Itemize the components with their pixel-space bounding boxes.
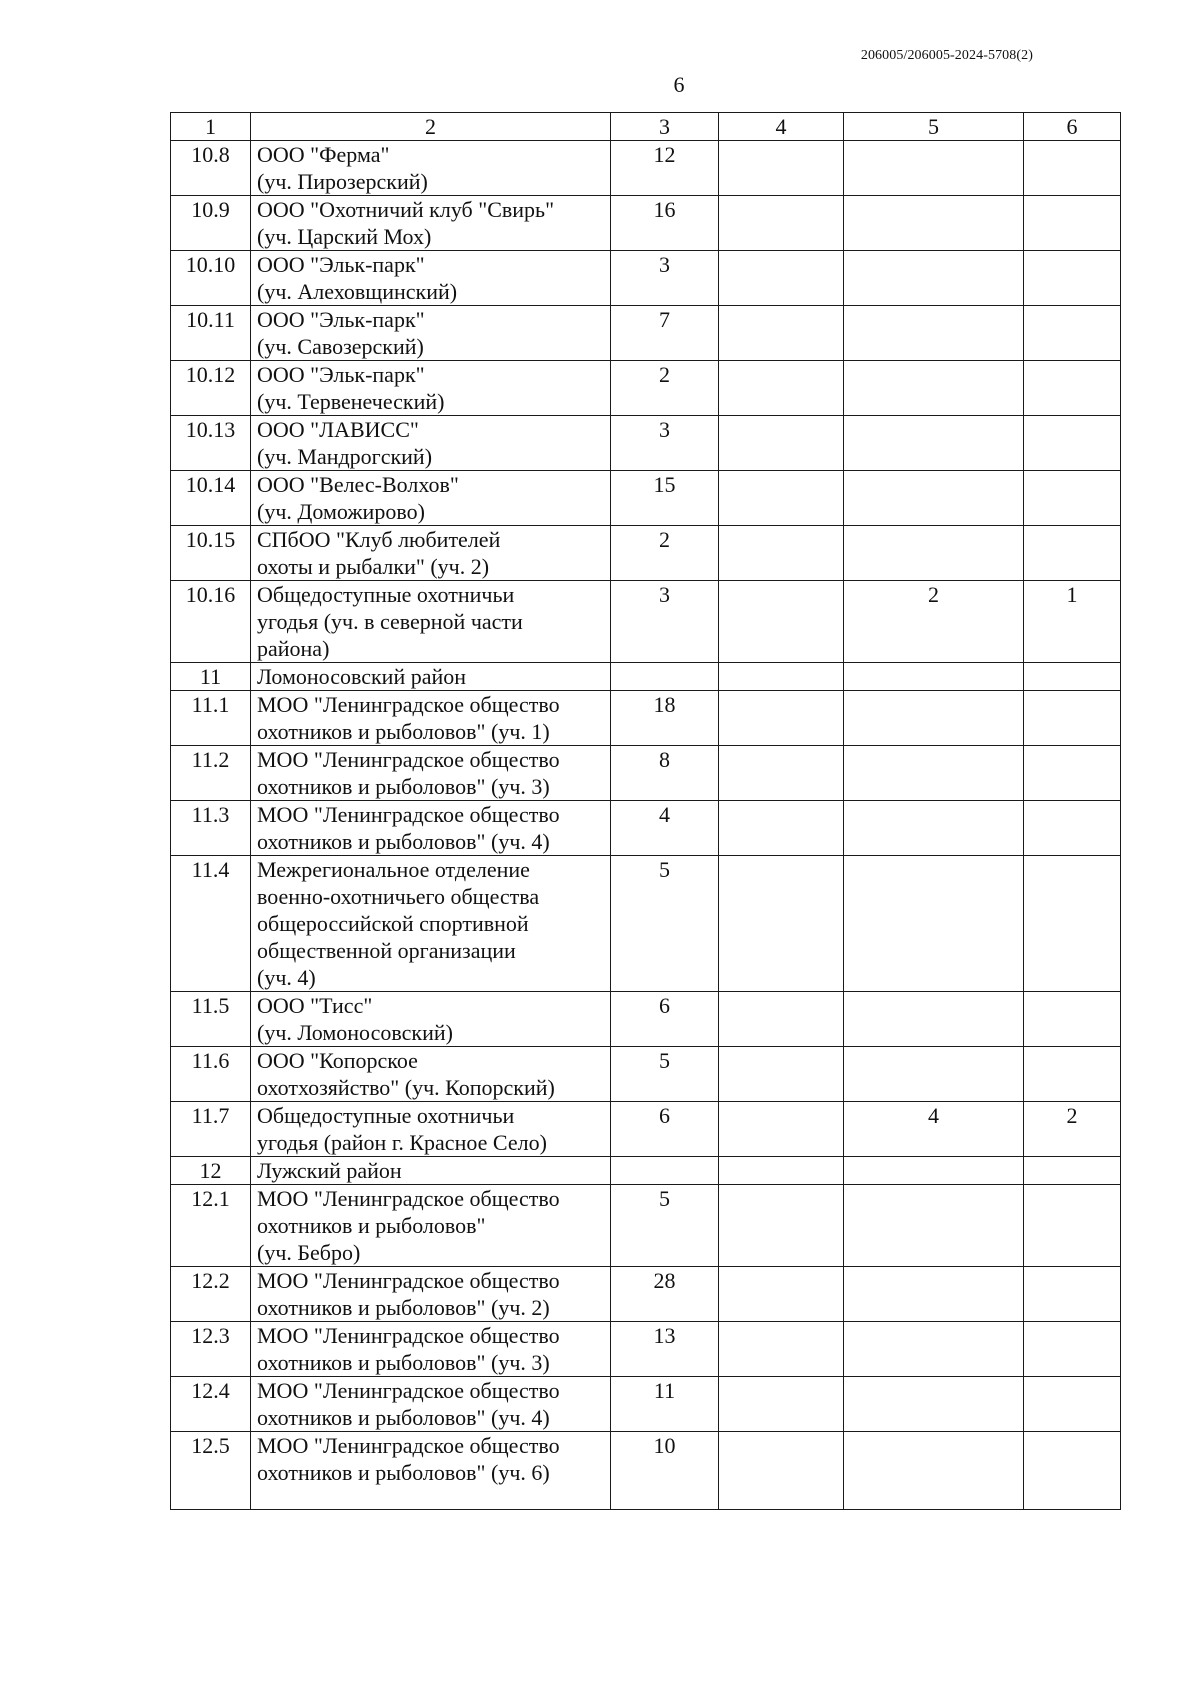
organization-line: ООО "Ферма" <box>257 142 390 167</box>
row-number-cell: 10.16 <box>171 581 251 663</box>
column-6-cell <box>1024 856 1121 992</box>
column-3-cell: 13 <box>611 1322 719 1377</box>
organization-cell <box>251 1432 611 1510</box>
table-row <box>171 1377 1121 1432</box>
column-4-cell <box>719 1322 844 1377</box>
organization-line: Межрегиональное отделение <box>257 857 530 882</box>
column-3-cell: 28 <box>611 1267 719 1322</box>
column-4-cell <box>719 1102 844 1157</box>
organization-cell <box>251 1047 611 1102</box>
column-3-cell: 5 <box>611 1185 719 1267</box>
column-6-cell <box>1024 801 1121 856</box>
column-6-cell <box>1024 663 1121 691</box>
row-number-cell: 10.14 <box>171 471 251 526</box>
table-row <box>171 306 1121 361</box>
organization-cell <box>251 361 611 416</box>
column-3-cell: 18 <box>611 691 719 746</box>
column-3-cell: 11 <box>611 1377 719 1432</box>
table-row <box>171 416 1121 471</box>
column-6-cell <box>1024 251 1121 306</box>
organization-cell <box>251 196 611 251</box>
organization-line: МОО "Ленинградское общество <box>257 1433 560 1458</box>
column-6-cell <box>1024 1157 1121 1185</box>
organization-line: Общедоступные охотничьи <box>257 1103 515 1128</box>
column-5-cell <box>844 1267 1024 1322</box>
column-5-cell: 4 <box>844 1102 1024 1157</box>
column-3-cell: 3 <box>611 581 719 663</box>
row-number-cell: 12.1 <box>171 1185 251 1267</box>
organization-line: ООО "Охотничий клуб "Свирь" <box>257 197 555 222</box>
column-5-cell <box>844 1377 1024 1432</box>
table-row <box>171 856 1121 992</box>
organization-line: (уч. Савозерский) <box>257 334 424 359</box>
organization-cell <box>251 992 611 1047</box>
row-number-cell: 10.15 <box>171 526 251 581</box>
table-row <box>171 141 1121 196</box>
column-3-cell: 2 <box>611 526 719 581</box>
column-3-cell: 8 <box>611 746 719 801</box>
column-4-cell <box>719 1267 844 1322</box>
organization-cell <box>251 746 611 801</box>
organization-line: ООО "Копорское <box>257 1048 418 1073</box>
column-3-cell: 5 <box>611 856 719 992</box>
organization-line: (уч. Ломоносовский) <box>257 1020 453 1045</box>
organization-cell <box>251 1185 611 1267</box>
table-row <box>171 1432 1121 1510</box>
column-4-cell <box>719 856 844 992</box>
table-row <box>171 992 1121 1047</box>
column-6-cell <box>1024 361 1121 416</box>
organization-line: охотников и рыболовов" (уч. 3) <box>257 774 550 799</box>
row-number-cell: 12.3 <box>171 1322 251 1377</box>
column-6-cell: 1 <box>1024 581 1121 663</box>
column-5-cell <box>844 526 1024 581</box>
column-5-cell <box>844 1185 1024 1267</box>
row-number-cell: 10.8 <box>171 141 251 196</box>
column-3-cell: 15 <box>611 471 719 526</box>
column-5-cell <box>844 663 1024 691</box>
column-4-cell <box>719 581 844 663</box>
column-6-cell <box>1024 141 1121 196</box>
column-4-cell <box>719 1157 844 1185</box>
organization-line: охотхозяйство" (уч. Копорский) <box>257 1075 555 1100</box>
column-6-cell <box>1024 992 1121 1047</box>
table-row <box>171 526 1121 581</box>
organization-cell <box>251 526 611 581</box>
organization-line: охотников и рыболовов" (уч. 4) <box>257 829 550 854</box>
header-cell: 5 <box>844 113 1024 141</box>
table-row <box>171 1047 1121 1102</box>
column-5-cell <box>844 1157 1024 1185</box>
column-4-cell <box>719 1047 844 1102</box>
column-6-cell <box>1024 691 1121 746</box>
column-4-cell <box>719 251 844 306</box>
organization-line: военно-охотничьего общества <box>257 884 540 909</box>
organization-line: охотников и рыболовов" (уч. 4) <box>257 1405 550 1430</box>
organization-cell <box>251 856 611 992</box>
column-4-cell <box>719 526 844 581</box>
row-number-cell: 11.3 <box>171 801 251 856</box>
organization-line: охотников и рыболовов" <box>257 1213 486 1238</box>
row-number-cell: 11 <box>171 663 251 691</box>
column-3-cell: 3 <box>611 416 719 471</box>
column-4-cell <box>719 663 844 691</box>
organization-line: ООО "Эльк-парк" <box>257 252 425 277</box>
column-3-cell: 3 <box>611 251 719 306</box>
organization-cell <box>251 416 611 471</box>
organization-cell <box>251 801 611 856</box>
organization-cell <box>251 581 611 663</box>
column-4-cell <box>719 746 844 801</box>
column-3-cell <box>611 1157 719 1185</box>
row-number-cell: 10.11 <box>171 306 251 361</box>
column-3-cell: 12 <box>611 141 719 196</box>
column-3-cell: 16 <box>611 196 719 251</box>
organization-line: района) <box>257 636 330 661</box>
column-6-cell <box>1024 471 1121 526</box>
column-4-cell <box>719 801 844 856</box>
organization-line: МОО "Ленинградское общество <box>257 747 560 772</box>
organization-line: охоты и рыбалки" (уч. 2) <box>257 554 490 579</box>
column-3-cell: 5 <box>611 1047 719 1102</box>
column-5-cell <box>844 746 1024 801</box>
column-5-cell <box>844 1432 1024 1510</box>
organization-line: МОО "Ленинградское общество <box>257 1323 560 1348</box>
organization-line: угодья (район г. Красное Село) <box>257 1130 547 1155</box>
table-row <box>171 471 1121 526</box>
organization-line: МОО "Ленинградское общество <box>257 1268 560 1293</box>
organization-line: (уч. Царский Мох) <box>257 224 432 249</box>
organization-line: (уч. Доможирово) <box>257 499 425 524</box>
organization-cell <box>251 1157 611 1185</box>
column-4-cell <box>719 306 844 361</box>
row-number-cell: 11.7 <box>171 1102 251 1157</box>
organization-cell <box>251 251 611 306</box>
organization-line: ООО "Эльк-парк" <box>257 362 425 387</box>
column-6-cell <box>1024 306 1121 361</box>
column-5-cell <box>844 306 1024 361</box>
row-number-cell: 10.9 <box>171 196 251 251</box>
column-5-cell: 2 <box>844 581 1024 663</box>
column-4-cell <box>719 1432 844 1510</box>
organization-cell <box>251 471 611 526</box>
column-6-cell <box>1024 746 1121 801</box>
column-6-cell <box>1024 1047 1121 1102</box>
organization-cell <box>251 691 611 746</box>
column-3-cell: 7 <box>611 306 719 361</box>
organization-line: (уч. 4) <box>257 965 316 990</box>
column-4-cell <box>719 1185 844 1267</box>
column-3-cell: 6 <box>611 992 719 1047</box>
table-row <box>171 801 1121 856</box>
table-row <box>171 1322 1121 1377</box>
column-6-cell: 2 <box>1024 1102 1121 1157</box>
table-row <box>171 1102 1121 1157</box>
column-4-cell <box>719 416 844 471</box>
organization-line: МОО "Ленинградское общество <box>257 802 560 827</box>
row-number-cell: 12 <box>171 1157 251 1185</box>
row-number-cell: 10.13 <box>171 416 251 471</box>
column-6-cell <box>1024 1322 1121 1377</box>
column-4-cell <box>719 361 844 416</box>
table-row <box>171 196 1121 251</box>
organization-cell <box>251 1102 611 1157</box>
column-5-cell <box>844 416 1024 471</box>
organization-cell <box>251 1267 611 1322</box>
column-6-cell <box>1024 526 1121 581</box>
column-5-cell <box>844 691 1024 746</box>
organization-line: ООО "ЛАВИСС" <box>257 417 419 442</box>
column-5-cell <box>844 251 1024 306</box>
row-number-cell: 12.2 <box>171 1267 251 1322</box>
organization-line: общественной организации <box>257 938 516 963</box>
row-number-cell: 11.5 <box>171 992 251 1047</box>
table-row <box>171 581 1121 663</box>
header-cell: 3 <box>611 113 719 141</box>
organization-line: общероссийской спортивной <box>257 911 529 936</box>
organization-line: угодья (уч. в северной части <box>257 609 523 634</box>
column-3-cell: 2 <box>611 361 719 416</box>
organization-line: ООО "Эльк-парк" <box>257 307 425 332</box>
table-row <box>171 251 1121 306</box>
column-3-cell: 6 <box>611 1102 719 1157</box>
row-number-cell: 11.2 <box>171 746 251 801</box>
table-row <box>171 746 1121 801</box>
column-4-cell <box>719 196 844 251</box>
row-number-cell: 11.6 <box>171 1047 251 1102</box>
column-6-cell <box>1024 1185 1121 1267</box>
column-4-cell <box>719 1377 844 1432</box>
column-5-cell <box>844 141 1024 196</box>
row-number-cell: 11.4 <box>171 856 251 992</box>
column-4-cell <box>719 471 844 526</box>
organization-line: охотников и рыболовов" (уч. 3) <box>257 1350 550 1375</box>
column-5-cell <box>844 1047 1024 1102</box>
column-3-cell: 4 <box>611 801 719 856</box>
column-6-cell <box>1024 196 1121 251</box>
organization-line: Лужский район <box>257 1158 402 1183</box>
column-5-cell <box>844 992 1024 1047</box>
row-number-cell: 11.1 <box>171 691 251 746</box>
organization-cell <box>251 663 611 691</box>
column-4-cell <box>719 992 844 1047</box>
column-5-cell <box>844 1322 1024 1377</box>
organization-cell <box>251 1322 611 1377</box>
organization-cell <box>251 141 611 196</box>
column-5-cell <box>844 361 1024 416</box>
organization-line: СПбОО "Клуб любителей <box>257 527 501 552</box>
organization-cell <box>251 306 611 361</box>
header-cell: 1 <box>171 113 251 141</box>
column-6-cell <box>1024 1267 1121 1322</box>
column-6-cell <box>1024 1377 1121 1432</box>
organization-line: Ломоносовский район <box>257 664 467 689</box>
row-number-cell: 12.4 <box>171 1377 251 1432</box>
organization-line: (уч. Бебро) <box>257 1240 361 1265</box>
organization-line: охотников и рыболовов" (уч. 1) <box>257 719 550 744</box>
column-4-cell <box>719 141 844 196</box>
row-number-cell: 12.5 <box>171 1432 251 1510</box>
organization-line: МОО "Ленинградское общество <box>257 692 560 717</box>
table-row <box>171 361 1121 416</box>
organization-line: ООО "Велес-Волхов" <box>257 472 459 497</box>
table-row <box>171 1185 1121 1267</box>
organization-line: (уч. Пирозерский) <box>257 169 428 194</box>
table-row <box>171 1157 1121 1185</box>
organization-line: МОО "Ленинградское общество <box>257 1378 560 1403</box>
table-row <box>171 663 1121 691</box>
column-4-cell <box>719 691 844 746</box>
column-3-cell <box>611 663 719 691</box>
header-cell: 4 <box>719 113 844 141</box>
organization-line: МОО "Ленинградское общество <box>257 1186 560 1211</box>
organization-line: охотников и рыболовов" (уч. 2) <box>257 1295 550 1320</box>
organization-line: (уч. Тервенеческий) <box>257 389 445 414</box>
document-number: 206005/206005-2024-5708(2) <box>860 48 1033 63</box>
organization-line: (уч. Алеховщинский) <box>257 279 458 304</box>
header-cell: 2 <box>251 113 611 141</box>
organization-line: Общедоступные охотничьи <box>257 582 515 607</box>
column-5-cell <box>844 801 1024 856</box>
organization-line: (уч. Мандрогский) <box>257 444 433 469</box>
column-5-cell <box>844 196 1024 251</box>
column-5-cell <box>844 471 1024 526</box>
table-header-row <box>171 113 1121 141</box>
row-number-cell: 10.10 <box>171 251 251 306</box>
organization-cell <box>251 1377 611 1432</box>
organization-line: ООО "Тисс" <box>257 993 373 1018</box>
column-6-cell <box>1024 416 1121 471</box>
column-5-cell <box>844 856 1024 992</box>
table-row <box>171 1267 1121 1322</box>
header-cell: 6 <box>1024 113 1121 141</box>
organization-line: охотников и рыболовов" (уч. 6) <box>257 1460 550 1485</box>
page-number: 6 <box>673 72 685 97</box>
row-number-cell: 10.12 <box>171 361 251 416</box>
table-row <box>171 691 1121 746</box>
hunting-grounds-table <box>170 112 1121 1510</box>
column-6-cell <box>1024 1432 1121 1510</box>
column-3-cell: 10 <box>611 1432 719 1510</box>
